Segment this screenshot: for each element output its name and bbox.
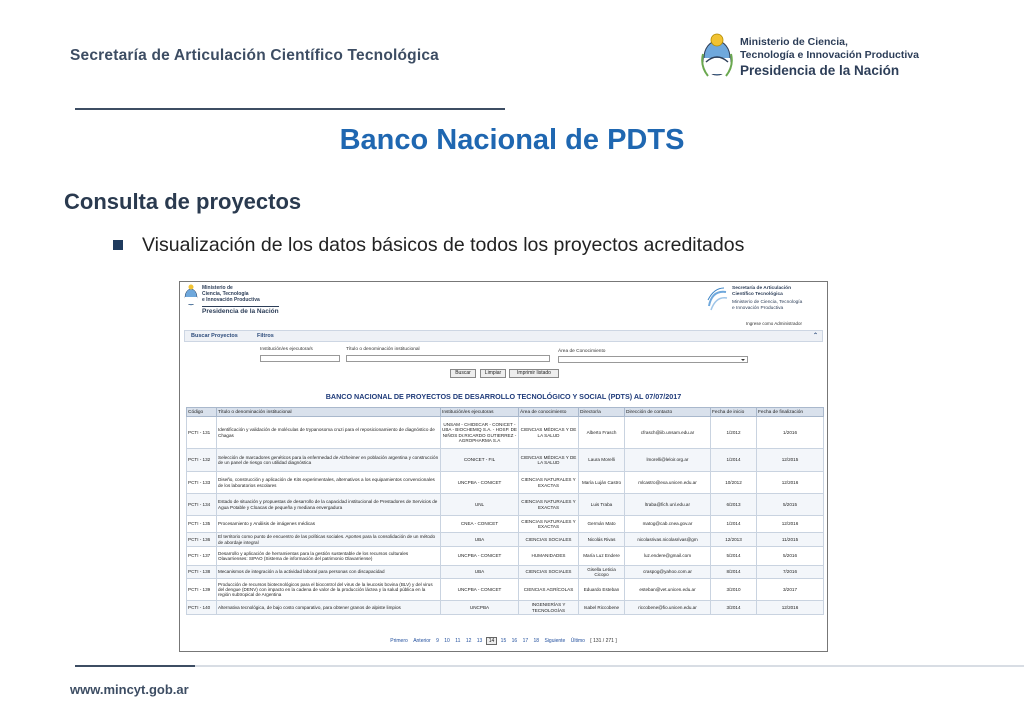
header-divider [75,108,505,110]
slide-title: Banco Nacional de PDTS [339,124,685,156]
cell-contacto: ltraba@fich.unl.edu.ar [625,494,711,516]
cell-institucion: CONICET - FIL [441,449,519,472]
app-secretaria-text [732,286,791,297]
cell-institucion: UBA [441,566,519,579]
institucion-input[interactable] [260,355,340,362]
pager-page[interactable]: 16 [511,638,518,644]
pager-page[interactable]: 17 [522,638,529,644]
cell-institucion: UNCPBA [441,601,519,615]
pager-next[interactable]: Siguiente [544,638,566,644]
report-title: BANCO NACIONAL DE PROYECTOS DE DESARROLLO TECNOLÓGICO Y SOCIAL (PDTS) AL 07/07/2017 [325,392,682,401]
cell-director: María Luján Castro [579,472,625,494]
column-header[interactable]: Fecha de inicio [711,408,757,417]
cell-fin: 5/2015 [757,494,824,516]
cell-titulo: Producción de recursos biotecnológicos para el biocontrol del virus de la leucosis bovina (BLV) y del virus del dengue (DENV) con impacto en la cadena de valor de la producción láctea y la salud pública en la región subtropical de Argentina [217,579,441,601]
cell-contacto: riccobene@fio.unicen.edu.ar [625,601,711,615]
cell-institucion: UNSAM - CHIDECAR - CONICET - UBA - BIOCHEMIQ S.A. - HOSP. DE NIÑOS Dr.RICARDO GUTIERREZ - AGROPHARMA S.A [441,417,519,449]
cell-area: CIENCIAS MÉDICAS Y DE LA SALUD [519,417,579,449]
cell-titulo: El territorio como punto de encuentro de las políticas sociales. Aportes para la consolidación de un método de abordaje integral [217,533,441,547]
cell-institucion: UBA [441,533,519,547]
cell-director: Alberto Frasch [579,417,625,449]
institucion-label: Institución/es ejecutora/s [260,347,313,352]
cell-codigo: PCTI - 138 [187,566,217,579]
pager-page[interactable]: 18 [533,638,540,644]
cell-codigo: PCTI - 134 [187,494,217,516]
column-header[interactable]: Área de conocimiento [519,408,579,417]
app-ministry-small-line-2: e Innovación Productiva [732,305,784,311]
section-heading: Consulta de proyectos [64,189,302,214]
cell-fin: 7/2016 [757,566,824,579]
app-secretaria-logo[interactable] [706,286,826,320]
admin-login-link[interactable]: Ingrese como Administrador [746,321,803,326]
bullet-text: Visualización de los datos básicos de todos los proyectos acreditados [142,234,745,256]
org-title: Secretaría de Articulación Científico Tecnológica [70,47,439,64]
cell-titulo: Procesamiento y Análisis de imágenes médicas [217,516,441,533]
ministry-line-1: Ministerio de Ciencia, [740,36,848,48]
pagination [180,637,827,645]
coat-of-arms-icon [700,32,734,80]
table-row[interactable] [187,417,824,449]
app-ministry-line-2: Ciencia, Tecnología [202,291,249,297]
cell-area: CIENCIAS NATURALES Y EXACTAS [519,494,579,516]
cell-titulo: Desarrollo y aplicación de herramientas para la gestión sustentable de los recursos culturales Olavarrienses: SIPAO (Sistema de información del patrimonio Olavarriense) [217,547,441,566]
cell-institucion: UNCPBA - CONICET [441,472,519,494]
cell-codigo: PCTI - 135 [187,516,217,533]
cell-area: CIENCIAS MÉDICAS Y DE LA SALUD [519,449,579,472]
cell-director: Gisella Leticia Cicopo [579,566,625,579]
slide-header [0,0,1024,112]
menu-bar [184,330,823,342]
cell-contacto: lmorelli@leloir.org.ar [625,449,711,472]
limpiar-button[interactable]: Limpiar [480,369,506,378]
cell-fin: 12/2016 [757,601,824,615]
cell-titulo: Identificación y validación de moléculas de trypanosoma cruzi para el reposicionamiento de diagnóstico de Chagas [217,417,441,449]
cell-area: CIENCIAS NATURALES Y EXACTAS [519,472,579,494]
app-ministry-small [732,300,802,311]
table-header-row [187,408,824,417]
cell-codigo: PCTI - 137 [187,547,217,566]
column-header[interactable]: Director/a [579,408,625,417]
column-header[interactable]: Fecha de finalización [757,408,824,417]
cell-director: Germán Mato [579,516,625,533]
titulo-input[interactable] [346,355,550,362]
ministry-logo [700,32,940,86]
cell-titulo: Diseño, construcción y aplicación de Kits experimentales, alternativos a los equipamientos convencionales de los laboratorios escolares [217,472,441,494]
cell-fin: 11/2015 [757,533,824,547]
table-row[interactable] [187,601,824,615]
cell-inicio: 12/2013 [711,533,757,547]
cell-area: INGENIERÍAS Y TECNOLOGÍAS [519,601,579,615]
cell-director: Luis Traba [579,494,625,516]
cell-director: Nicolás Rivas [579,533,625,547]
pager-last[interactable]: Último [570,638,585,644]
area-select[interactable] [558,356,748,363]
ministry-line-3: Presidencia de la Nación [740,63,900,78]
titulo-label: Título o denominación institucional [346,347,420,352]
results-table [186,407,824,615]
cell-director: Eduardo Esteban [579,579,625,601]
table-row[interactable] [187,516,824,533]
pager-page[interactable]: 13 [476,638,483,644]
cell-codigo: PCTI - 136 [187,533,217,547]
app-presidencia: Presidencia de la Nación [202,308,279,315]
footer-divider [75,665,1024,667]
cell-inicio: 10/2012 [711,472,757,494]
cell-contacto: cfrasch@iib.unsam.edu.ar [625,417,711,449]
cell-fin: 12/2015 [757,449,824,472]
cell-codigo: PCTI - 140 [187,601,217,615]
cell-institucion: UNCPBA - CONICET [441,579,519,601]
cell-area: CIENCIAS NATURALES Y EXACTAS [519,516,579,533]
secretaria-swirl-icon [706,286,728,314]
app-ministry-line-3: e Innovación Productiva [202,297,260,303]
pager-prev[interactable]: Anterior [413,638,431,644]
cell-contacto: nicolasrivas.nicolasrivas@gm [625,533,711,547]
footer-url[interactable]: www.mincyt.gob.ar [70,682,189,697]
filter-panel [184,343,823,381]
cell-contacto: esteban@vet.unicen.edu.ar [625,579,711,601]
cell-contacto: matog@cab.cnea.gov.ar [625,516,711,533]
coat-of-arms-icon [184,284,198,306]
app-ministry-text [202,285,260,303]
app-secretaria-line-1: Secretaría de Articulación [732,286,792,291]
cell-inicio: 1/2014 [711,449,757,472]
cell-inicio: 3/2010 [711,579,757,601]
area-label: Área de Conocimiento [558,349,606,354]
cell-director: Laura Morelli [579,449,625,472]
cell-fin: 1/2016 [757,417,824,449]
pager-page[interactable]: 12 [465,638,472,644]
cell-inicio: 1/2014 [711,516,757,533]
cell-inicio: 3/2014 [711,601,757,615]
cell-codigo: PCTI - 131 [187,417,217,449]
app-secretaria-line-2: Científico Tecnológica [732,291,783,297]
cell-contacto: craspog@yahoo.com.ar [625,566,711,579]
cell-titulo: Mecanismos de integración a la actividad laboral para personas con discapacidad [217,566,441,579]
table-row[interactable] [187,566,824,579]
embedded-screenshot [179,281,828,652]
cell-inicio: 6/2013 [711,494,757,516]
pager-info: [ 131 / 271 ] [590,638,617,644]
cell-director: Isabel Riccobene [579,601,625,615]
cell-codigo: PCTI - 133 [187,472,217,494]
cell-titulo: Estado de situación y propuestas de desarrollo de la capacidad institucional de Prestadores de Servicios de Agua Potable y Cloacas de pequeña y mediana envergadura [217,494,441,516]
pager-page[interactable]: 11 [455,638,461,644]
pager-page-current[interactable]: 14 [486,637,498,645]
cell-codigo: PCTI - 139 [187,579,217,601]
cell-inicio: 1/2012 [711,417,757,449]
table-row[interactable] [187,579,824,601]
cell-contacto: mlcastro@exa.unicen.edu.ar [625,472,711,494]
app-header [180,282,827,320]
cell-fin: 3/2017 [757,579,824,601]
cell-contacto: luz.endere@gmail.com [625,547,711,566]
imprimir-button[interactable]: Imprimir listado [509,369,559,378]
cell-institucion: CNEA - CONICET [441,516,519,533]
table-row[interactable] [187,494,824,516]
ministry-name [740,36,919,79]
pager-first[interactable]: Primero [390,638,408,644]
column-header[interactable]: Institución/es ejecutoras [441,408,519,417]
app-ministry-small-line-1: Ministerio de Ciencia, Tecnología [732,300,803,305]
table-row[interactable] [187,547,824,566]
cell-director: María Luz Endere [579,547,625,566]
cell-fin: 12/2016 [757,516,824,533]
cell-area: CIENCIAS AGRÍCOLAS [519,579,579,601]
menu-filtros[interactable]: Filtros [257,333,274,339]
pager-page[interactable]: 10 [444,638,450,644]
cell-area: CIENCIAS SOCIALES [519,533,579,547]
column-header[interactable]: Código [187,408,217,417]
table-row[interactable] [187,472,824,494]
bullet-square-icon [113,240,123,250]
cell-fin: 12/2016 [757,472,824,494]
cell-area: HUMANIDADES [519,547,579,566]
ministry-line-2: Tecnología e Innovación Productiva [740,49,919,61]
cell-area: CIENCIAS SOCIALES [519,566,579,579]
table-row[interactable] [187,533,824,547]
menu-collapse-icon[interactable]: ⌃ [813,333,819,339]
cell-fin: 5/2016 [757,547,824,566]
pager-page[interactable]: 15 [500,638,507,644]
menu-buscar-proyectos[interactable]: Buscar Proyectos [191,333,238,339]
app-ministry-logo[interactable] [184,284,299,318]
table-row[interactable] [187,449,824,472]
cell-inicio: 5/2014 [711,547,757,566]
cell-titulo: Selección de marcadores genéticos para la enfermedad de Alzheimer en población argentina y construcción de un panel de riesgo con utilidad diagnóstica [217,449,441,472]
buscar-button[interactable]: Buscar [450,369,476,378]
column-header[interactable]: Dirección de contacto [625,408,711,417]
cell-titulo: Alternativa tecnológica, de bajo costo comparativo, para obtener granos de alpiste limpios [217,601,441,615]
cell-institucion: UNCPBA - CONICET [441,547,519,566]
column-header[interactable]: Título o denominación institucional [217,408,441,417]
app-ministry-line-1: Ministerio de [202,285,233,291]
cell-institucion: UNL [441,494,519,516]
cell-inicio: 8/2014 [711,566,757,579]
cell-codigo: PCTI - 132 [187,449,217,472]
footer-divider-accent [75,665,195,667]
pager-page[interactable]: 9 [436,638,439,644]
